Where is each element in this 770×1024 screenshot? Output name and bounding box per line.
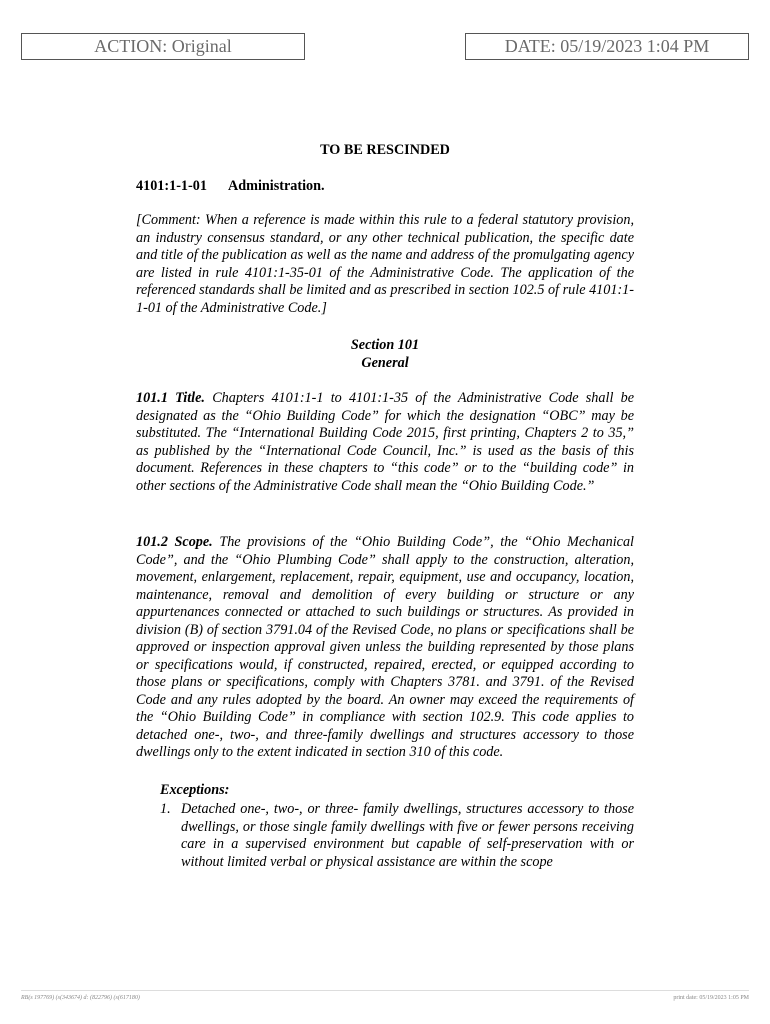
- rule-heading: [136, 178, 325, 195]
- exception-text: Detached one-, two-, or three- family dwellings, structures accessory to those dwellings, or those single family dwellings with five or fewer persons receiving care in a supervised environment but capable of self-preservation with or without limited verbal or physical assistance are within the scope: [181, 801, 634, 870]
- section-heading: [136, 337, 634, 372]
- paragraph-101-2: [136, 534, 634, 762]
- list-item: [160, 801, 634, 871]
- footer-divider: [21, 990, 749, 991]
- paragraph-text: Chapters 4101:1-1 to 4101:1-35 of the Administrative Code shall be designated as the “Ohio Building Code” for which the designation “OBC” may be substituted. The “International Building Code 2015, first printing, Chapters 2 to 35,” as published by the “International Code Council, Inc.” is used as the basis of this document. References in these chapters to “this code” or to the “building code” in other sections of the Administrative Code shall mean the “Ohio Building Code.”: [136, 390, 635, 494]
- paragraph-text: The provisions of the “Ohio Building Code”, the “Ohio Mechanical Code”, and the “Ohio Plumbing Code” shall apply to the construction, alteration, movement, enlargement, replacement, repair, equipment, use and occupancy, location, maintenance, removal and demolition of every building or structure or any appurtenances connected or attached to such buildings or structures. As provided in division (B) of section 3791.04 of the Revised Code, no plans or specifications shall be approved or inspection approval given unless the building represented by those plans or specifications would, if constructed, repaired, erected, or equipped according to those plans or specifications, comply with Chapters 3781. and 3791. of the Revised Code and any rules adopted by the board. An owner may exceed the requirements of the “Ohio Building Code” in compliance with section 102.9. This code applies to detached one-, two-, and three-family dwellings and structures accessory to those dwellings only to the extent indicated in section 310 of this code.: [136, 534, 634, 760]
- rescind-title: TO BE RESCINDED: [320, 142, 450, 158]
- comment-paragraph: [Comment: When a reference is made within this rule to a federal statutory provision, an industry consensus standard, or any other technical publication, the specific date and title of the publication as well as the name and address of the promulgating agency are listed in rule 4101:1-35-01 of the Administrative Code. The application of the referenced standards shall be limited and as prescribed in section 102.5 of rule 4101:1-1-01 of the Administrative Code.]: [136, 212, 634, 316]
- rule-number: 4101:1-1-01: [136, 178, 207, 194]
- exceptions-label: Exceptions:: [160, 782, 230, 798]
- section-number: Section 101: [350, 337, 420, 353]
- footer-rule-id: RB(s 197769) (s(343674) d: (822796) (s(617180): [21, 995, 140, 1001]
- footer-print-date: print date: 05/19/2023 1:05 PM: [673, 995, 749, 1001]
- action-box: ACTION: Original: [21, 33, 305, 60]
- paragraph-label: 101.1 Title.: [136, 390, 205, 406]
- date-box: DATE: 05/19/2023 1:04 PM: [465, 33, 749, 60]
- paragraph-101-1: [136, 390, 634, 495]
- rule-name: Administration.: [228, 178, 325, 194]
- exception-number: 1.: [160, 801, 171, 817]
- exceptions-list: [160, 801, 634, 871]
- section-name: General: [361, 354, 409, 371]
- paragraph-label: 101.2 Scope.: [136, 534, 213, 550]
